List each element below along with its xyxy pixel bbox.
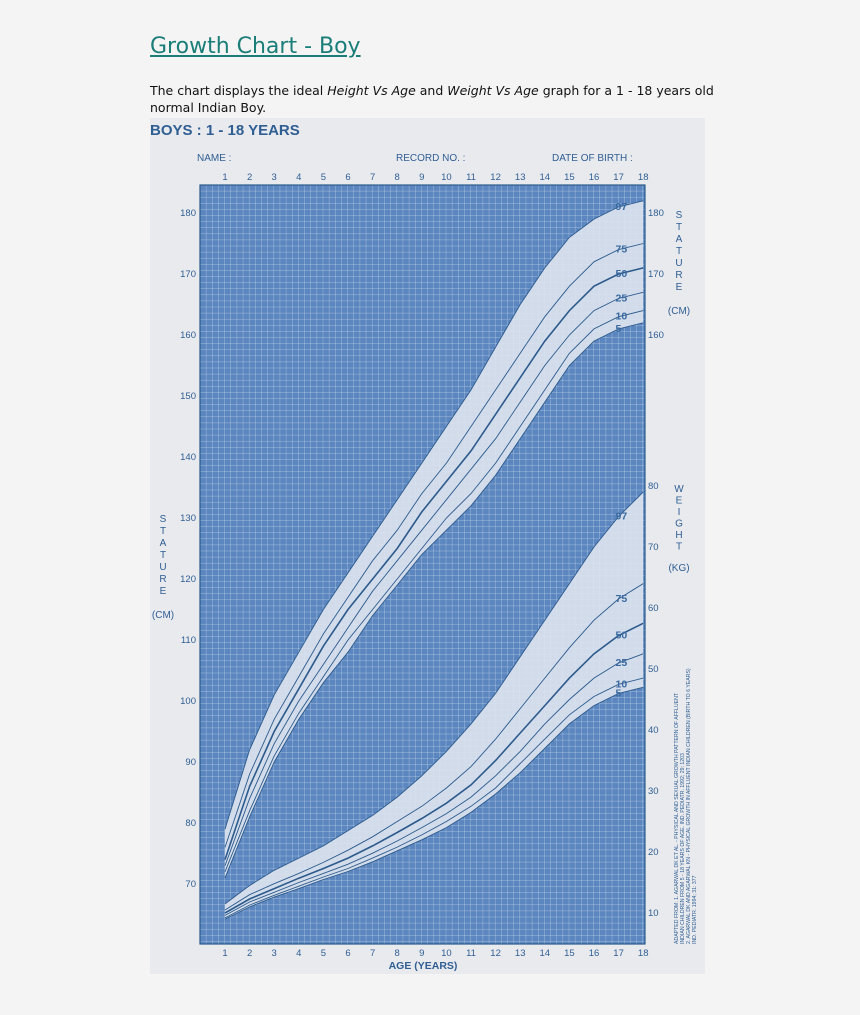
stature-tick-left: 150 <box>180 391 196 402</box>
age-tick-bottom: 8 <box>394 948 400 959</box>
weight-percentile-label-75: 75 <box>615 592 628 605</box>
stature-axis-letter-left: S <box>159 514 167 525</box>
source-note-line-4: IND. PEDIATR. 1994; 31: 377 <box>692 875 698 944</box>
age-tick-bottom: 1 <box>222 948 228 959</box>
record-number-label: RECORD NO. : <box>396 153 466 164</box>
intro-part-3: graph for a 1 - 18 years old normal Indian Boy. <box>150 83 714 115</box>
stature-tick-right: 170 <box>648 269 664 280</box>
age-tick-bottom: 4 <box>296 948 302 959</box>
age-tick-top: 13 <box>514 172 526 183</box>
age-tick-top: 3 <box>271 172 277 183</box>
age-tick-bottom: 11 <box>466 948 476 959</box>
x-axis-label: AGE (YEARS) <box>388 960 458 972</box>
age-tick-bottom: 9 <box>419 948 425 959</box>
stature-tick-left: 80 <box>185 818 196 829</box>
age-tick-top: 2 <box>246 172 253 183</box>
age-tick-top: 14 <box>539 172 551 183</box>
age-tick-bottom: 14 <box>539 948 551 959</box>
stature-axis-letter-right: S <box>675 210 683 221</box>
stature-tick-right: 180 <box>648 208 664 219</box>
intro-text <box>150 82 720 116</box>
age-tick-top: 10 <box>441 172 452 183</box>
intro-part-2: and <box>415 83 448 98</box>
stature-tick-left: 180 <box>180 208 196 219</box>
weight-tick-right: 40 <box>648 725 659 736</box>
age-tick-bottom: 10 <box>441 948 452 959</box>
age-tick-bottom: 17 <box>613 948 624 959</box>
age-tick-bottom: 15 <box>564 948 575 959</box>
stature-axis-letter-left: E <box>159 586 167 597</box>
stature-tick-left: 100 <box>180 696 196 707</box>
stature-percentile-label-97: 97 <box>615 200 628 213</box>
growth-chart <box>150 118 705 974</box>
stature-tick-left: 170 <box>180 269 196 280</box>
weight-tick-right: 50 <box>648 664 659 675</box>
stature-tick-left: 160 <box>180 330 196 341</box>
stature-axis-letter-right: T <box>675 222 683 233</box>
stature-axis-unit-right: (CM) <box>667 306 691 317</box>
weight-axis-letter-right: H <box>675 530 683 541</box>
weight-percentile-label-5: 5 <box>615 687 622 700</box>
source-note-line-1: ADAPTED FROM: 1. AGARWAL DK ET AL. - PHYSICAL AND SEXUAL GROWTH PATTERN OF AFFLUENT <box>674 692 680 944</box>
age-tick-top: 17 <box>613 172 624 183</box>
stature-tick-left: 110 <box>180 635 196 646</box>
intro-emphasis-height: Height Vs Age <box>327 83 416 98</box>
age-tick-top: 6 <box>345 172 351 183</box>
stature-axis-letter-right: E <box>675 282 683 293</box>
stature-tick-left: 70 <box>185 879 196 890</box>
weight-axis-unit-right: (KG) <box>668 563 690 574</box>
growth-chart-svg <box>150 118 705 974</box>
stature-percentile-label-50: 50 <box>615 268 628 280</box>
stature-axis-letter-left: R <box>159 574 167 585</box>
stature-axis-letter-right: T <box>675 246 683 257</box>
age-tick-bottom: 5 <box>320 948 327 959</box>
stature-percentile-label-25: 25 <box>615 292 628 305</box>
age-tick-bottom: 18 <box>637 948 649 959</box>
weight-tick-right: 60 <box>648 603 659 614</box>
weight-tick-right: 10 <box>648 908 659 919</box>
weight-percentile-label-10: 10 <box>615 678 628 691</box>
age-tick-bottom: 13 <box>514 948 526 959</box>
age-tick-top: 18 <box>637 172 649 183</box>
age-tick-top: 15 <box>564 172 575 183</box>
page-title: Growth Chart - Boy <box>150 34 361 59</box>
age-tick-top: 1 <box>222 172 228 183</box>
stature-tick-right: 160 <box>648 330 664 341</box>
weight-tick-right: 80 <box>648 481 659 492</box>
stature-axis-letter-right: R <box>675 270 683 281</box>
source-notes <box>674 668 698 944</box>
age-tick-top: 8 <box>394 172 400 183</box>
weight-axis-letter-right: T <box>675 541 683 553</box>
age-tick-top: 12 <box>490 172 501 183</box>
weight-axis-letter-right: E <box>675 495 683 507</box>
weight-axis-letter-right: W <box>674 484 684 495</box>
stature-tick-left: 120 <box>180 574 196 585</box>
stature-tick-left: 140 <box>180 452 196 463</box>
weight-axis-letter-right: I <box>677 507 681 518</box>
date-of-birth-label: DATE OF BIRTH : <box>552 153 633 164</box>
age-tick-bottom: 6 <box>345 948 351 959</box>
age-tick-bottom: 16 <box>588 948 600 959</box>
age-tick-top: 4 <box>296 172 302 183</box>
age-tick-bottom: 12 <box>490 948 501 959</box>
stature-axis-letter-right: U <box>675 258 683 269</box>
intro-emphasis-weight: Weight Vs Age <box>447 83 539 98</box>
stature-axis-letter-left: T <box>159 550 167 561</box>
age-tick-bottom: 3 <box>271 948 277 959</box>
age-tick-bottom: 2 <box>246 948 253 959</box>
age-tick-top: 5 <box>320 172 327 183</box>
weight-percentile-label-97: 97 <box>615 510 628 523</box>
stature-axis-letter-left: A <box>159 538 167 549</box>
age-tick-top: 9 <box>419 172 425 183</box>
name-label: NAME : <box>197 153 232 164</box>
stature-axis-unit-left: (CM) <box>151 610 175 621</box>
weight-percentile-label-50: 50 <box>615 629 628 642</box>
weight-percentile-label-25: 25 <box>615 656 628 669</box>
weight-tick-right: 20 <box>648 847 659 858</box>
source-note-line-3: 2. AGARWAL DK AND AGARWAL KN - PHYSICAL GROWTH IN AFFLUENT INDIAN CHILDREN (BIRTH TO 6 YEARS) <box>686 668 692 944</box>
intro-part-1: The chart displays the ideal <box>150 83 328 98</box>
stature-percentile-label-10: 10 <box>615 310 628 323</box>
age-tick-bottom: 7 <box>369 948 376 959</box>
stature-axis-letter-right: A <box>675 234 683 245</box>
weight-axis-letter-right: G <box>675 518 683 530</box>
stature-axis-letter-left: U <box>159 562 167 573</box>
age-tick-top: 11 <box>466 172 476 183</box>
age-tick-top: 7 <box>369 172 376 183</box>
stature-percentile-label-75: 75 <box>615 243 628 256</box>
source-note-line-2: INDIAN CHILDREN FROM 5 - 18 YEARS OF AGE. IND. PEDIATR. 1992; 29: 1203 <box>680 753 686 944</box>
weight-tick-right: 30 <box>648 786 659 797</box>
age-tick-top: 16 <box>588 172 600 183</box>
stature-percentile-label-5: 5 <box>615 322 622 335</box>
stature-tick-left: 130 <box>180 513 196 524</box>
chart-title: BOYS : 1 - 18 YEARS <box>150 122 300 139</box>
weight-tick-right: 70 <box>648 542 659 553</box>
stature-tick-left: 90 <box>185 757 196 768</box>
stature-axis-letter-left: T <box>159 526 167 537</box>
